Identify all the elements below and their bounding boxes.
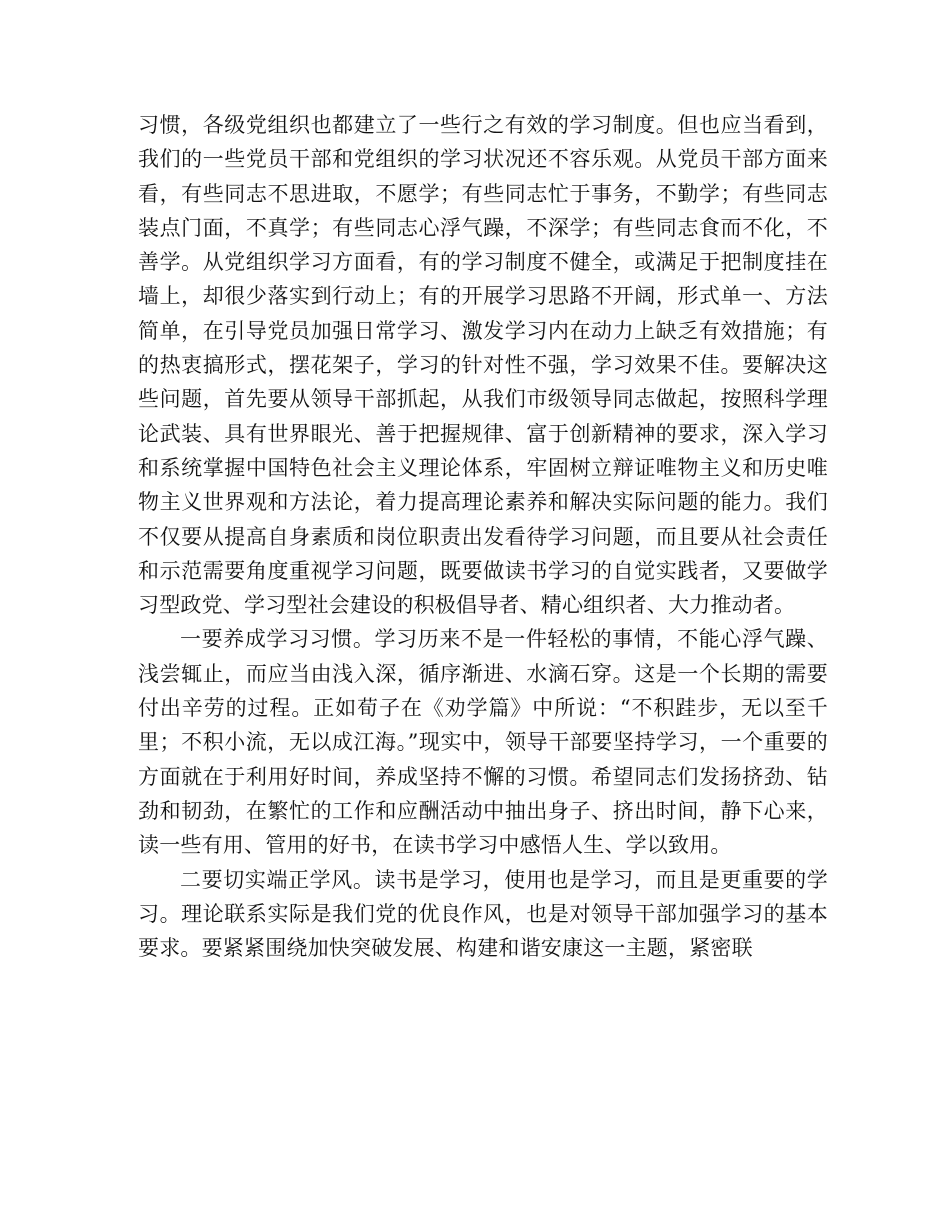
- paragraph-continuation: 习惯，各级党组织也都建立了一些行之有效的学习制度。但也应当看到，我们的一些党员干部和党组织的学习状况还不容乐观。从党员干部方面来看，有些同志不思进取，不愿学；有些同志忙于事务，不勤学；有些同志装点门面，不真学；有些同志心浮气躁，不深学；有些同志食而不化，不善学。从党组织学习方面看，有的学习制度不健全，或满足于把制度挂在墙上，却很少落实到行动上；有的开展学习思路不开阔，形式单一、方法简单，在引导党员加强日常学习、激发学习内在动力上缺乏有效措施；有的热衷搞形式，摆花架子，学习的针对性不强，学习效果不佳。要解决这些问题，首先要从领导干部抓起，从我们市级领导同志做起，按照科学理论武装、具有世界眼光、善于把握规律、富于创新精神的要求，深入学习和系统掌握中国特色社会主义理论体系，牢固树立辩证唯物主义和历史唯物主义世界观和方法论，着力提高理论素养和解决实际问题的能力。我们不仅要从提高自身素质和岗位职责出发看待学习问题，而且要从社会责任和示范需要角度重视学习问题，既要做读书学习的自觉实践者，又要做学习型政党、学习型社会建设的积极倡导者、精心组织者、大力推动者。: [138, 113, 828, 618]
- paragraph-study-habits: 一要养成学习习惯。学习历来不是一件轻松的事情，不能心浮气躁、浅尝辄止，而应当由浅入深，循序渐进、水滴石穿。这是一个长期的需要付出辛劳的过程。正如荀子在《劝学篇》中所说：“不积跬步，无以至千里；不积小流，无以成江海。”现实中，领导干部要坚持学习，一个重要的方面就在于利用好时间，养成坚持不懈的习惯。希望同志们发扬挤劲、钻劲和韧劲，在繁忙的工作和应酬活动中抽出身子、挤出时间，静下心来，读一些有用、管用的好书，在读书学习中感悟人生、学以致用。: [138, 627, 828, 858]
- document-page: [138, 108, 828, 965]
- paragraph-study-style: 二要切实端正学风。读书是学习，使用也是学习，而且是更重要的学习。理论联系实际是我们党的优良作风，也是对领导干部加强学习的基本要求。要紧紧围绕加快突破发展、构建和谐安康这一主题，紧密联: [138, 867, 828, 961]
